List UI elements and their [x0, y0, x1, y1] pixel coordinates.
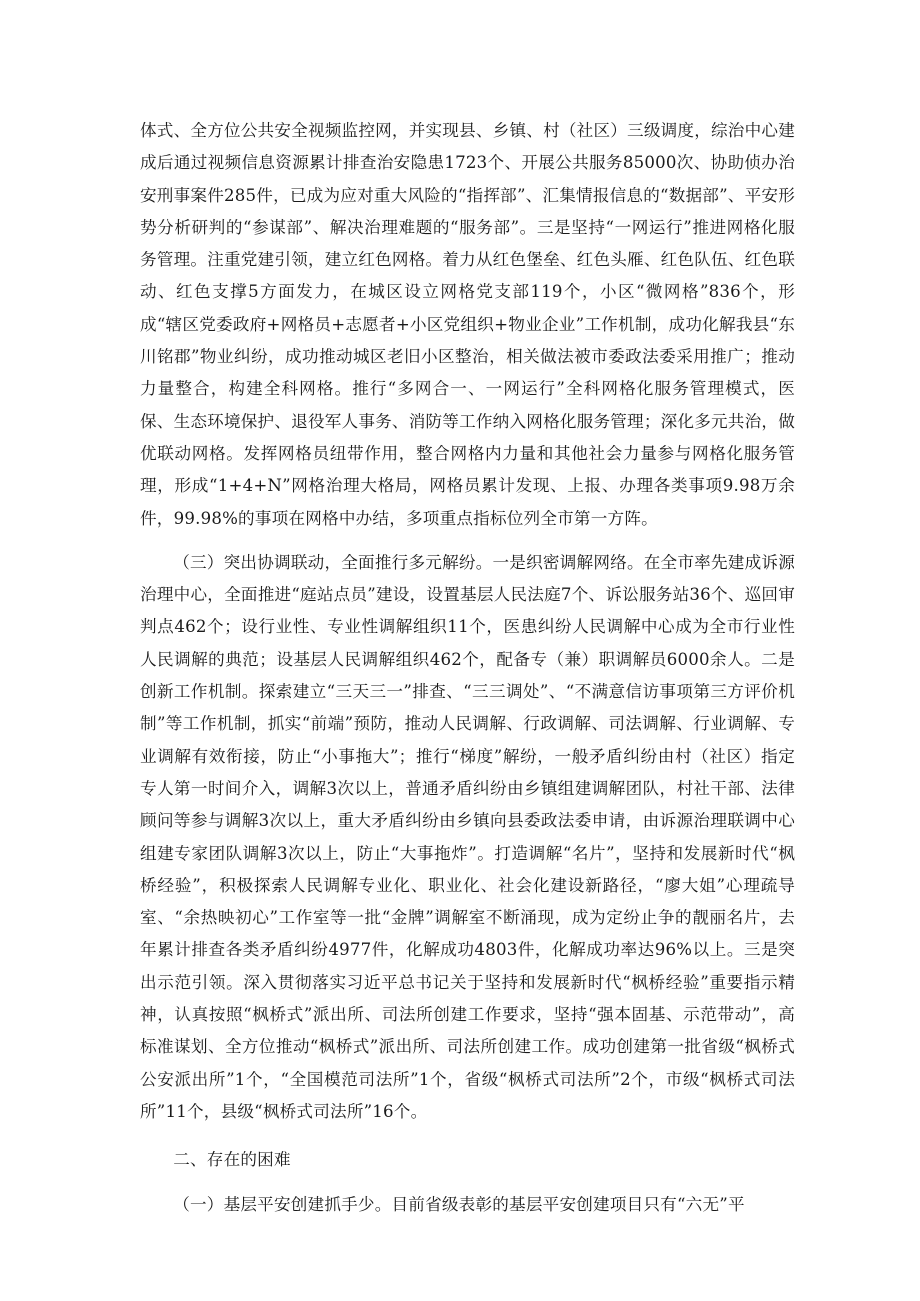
document-body — [140, 115, 795, 1221]
section-heading: 二、存在的困难 — [173, 1150, 291, 1170]
paragraph-coordination: （三）突出协调联动，全面推行多元解纷。一是织密调解网络。在全市率先建成诉源治理中心，全面推进“庭站点员”建设，设置基层人民法庭7个、诉讼服务站36个、巡回审判点462个；设行业性、专业性调解组织11个，医患纠纷人民调解中心成为全市行业性人民调解的典范；设基层人民调解组织462个，配备专（兼）职调解员6000余人。二是创新工作机制。探索建立“三天三一”排查、“三三调处”、“不满意信访事项第三方评价机制”等工作机制，抓实“前端”预防，推动人民调解、行政调解、司法调解、行业调解、专业调解有效衔接，防止“小事拖大”；推行“梯度”解纷，一般矛盾纠纷由村（社区）指定专人第一时间介入，调解3次以上，普通矛盾纠纷由乡镇组建调解团队，村社干部、法律顾问等参与调解3次以上，重大矛盾纠纷由乡镇向县委政法委申请，由诉源治理联调中心组建专家团队调解3次以上，防止“大事拖炸”。打造调解“名片”，坚持和发展新时代“枫桥经验”，积极探索人民调解专业化、职业化、社会化建设新路径，“廖大姐”心理疏导室、“余热映初心”工作室等一批“金牌”调解室不断涌现，成为定纷止争的靓丽名片，去年累计排查各类矛盾纠纷4977件，化解成功4803件，化解成功率达96%以上。三是突出示范引领。深入贯彻落实习近平总书记关于坚持和发展新时代“枫桥经验”重要指示精神，认真按照“枫桥式”派出所、司法所创建工作要求，坚持“强本固基、示范带动”，高标准谋划、全方位推动“枫桥式”派出所、司法所创建工作。成功创建第一批省级“枫桥式公安派出所”1个，“全国模范司法所”1个，省级“枫桥式司法所”2个，市级“枫桥式司法所”11个，县级“枫桥式司法所”16个。 — [140, 552, 795, 1121]
paragraph-spacer — [140, 1177, 795, 1189]
paragraph-spacer — [140, 1128, 795, 1144]
paragraph-difficulties: （一）基层平安创建抓手少。目前省级表彰的基层平安创建项目只有“六无”平 — [173, 1194, 745, 1214]
paragraph-spacer — [140, 535, 795, 547]
paragraph-continued: 体式、全方位公共安全视频监控网，并实现县、乡镇、村（社区）三级调度，综治中心建成后通过视频信息资源累计排查治安隐患1723个、开展公共服务85000次、协助侦办治安刑事案件285件，已成为应对重大风险的“指挥部”、汇集情报信息的“数据部”、平安形势分析研判的“参谋部”、解决治理难题的“服务部”。三是坚持“一网运行”推进网格化服务管理。注重党建引领，建立红色网格。着力从红色堡垒、红色头雁、红色队伍、红色联动、红色支撑5方面发力，在城区设立网格党支部119个，小区“微网格”836个，形成“辖区党委政府+网格员+志愿者+小区党组织+物业企业”工作机制，成功化解我县“东川铭郡”物业纠纷，成功推动城区老旧小区整治，相关做法被市委政法委采用推广；推动力量整合，构建全科网格。推行“多网合一、一网运行”全科网格化服务管理模式，医保、生态环境保护、退役军人事务、消防等工作纳入网格化服务管理；深化多元共治，做优联动网格。发挥网格员纽带作用，整合网格内力量和其他社会力量参与网格化服务管理，形成“1+4+N”网格治理大格局，网格员累计发现、上报、办理各类事项9.98万余件，99.98%的事项在网格中办结，多项重点指标位列全市第一方阵。 — [140, 121, 795, 528]
